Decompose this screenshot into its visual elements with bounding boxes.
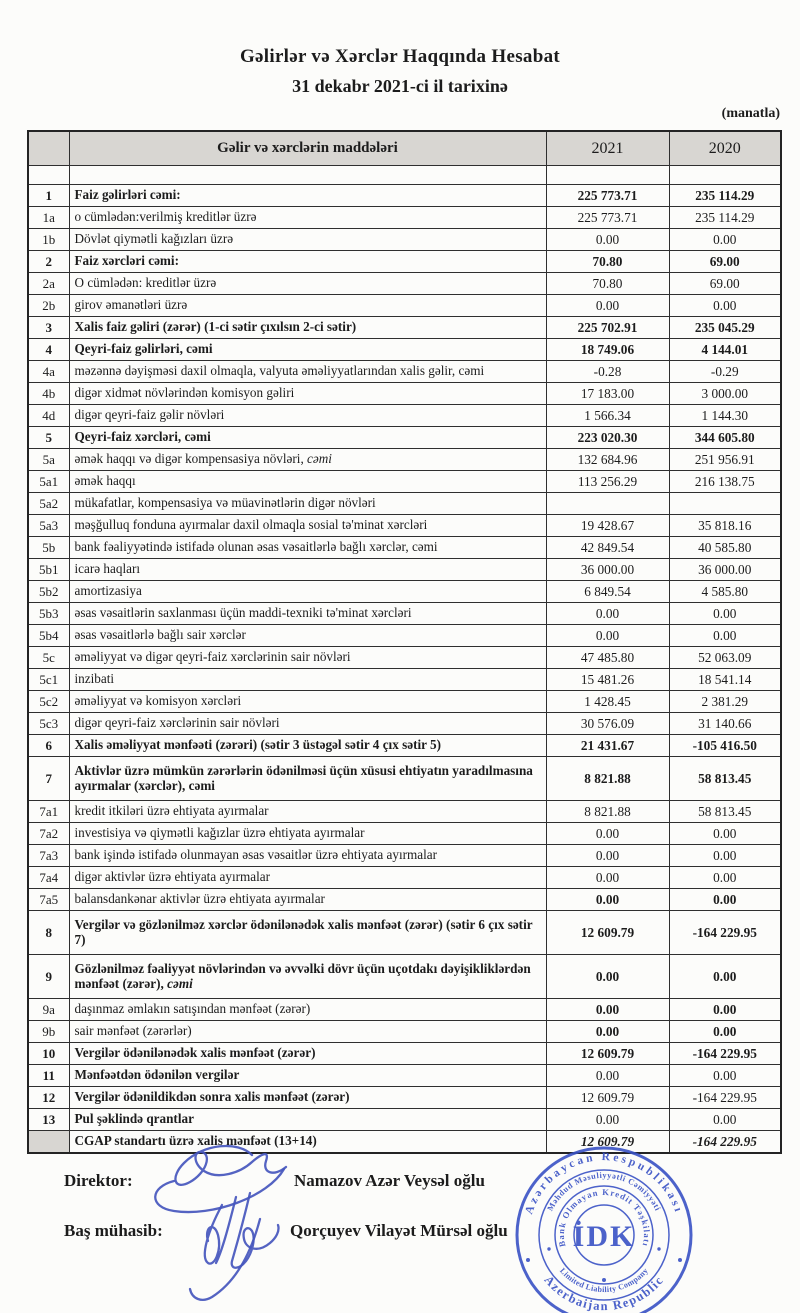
row-label-text: o cümlədən:verilmiş kreditlər üzrə [74,209,257,225]
row-value-2020-cell: 69.00 [669,273,781,295]
row-label-cell [69,669,546,691]
row-value-2020-cell: 0.00 [669,1021,781,1043]
row-value-2020-cell: 0.00 [669,229,781,251]
table-row [28,515,781,537]
row-value-2021-cell: 223 020.30 [546,427,669,449]
row-label-cell [69,603,546,625]
row-label-cell [69,1065,546,1087]
row-value-2021-cell: 0.00 [546,999,669,1021]
accountant-name: Qorçuyev Vilayət Mürsəl oğlu [290,1221,508,1240]
table-row [28,669,781,691]
row-label-cell [69,1087,546,1109]
row-value-2021-cell: 0.00 [546,867,669,889]
table-row [28,1065,781,1087]
accountant-label: Baş mühasib: [64,1221,163,1240]
row-value-2021-cell: 132 684.96 [546,449,669,471]
row-label-cell [69,581,546,603]
row-value-2021-cell: 42 849.54 [546,537,669,559]
row-number-cell: 11 [28,1065,69,1087]
row-value-2021-cell: 6 849.54 [546,581,669,603]
row-label-text: əmək haqqı [74,473,136,489]
row-label-cell [69,537,546,559]
row-value-2021-cell: 1 428.45 [546,691,669,713]
stamp-dot [657,1247,660,1250]
row-value-2021-cell: 18 749.06 [546,339,669,361]
table-row [28,295,781,317]
stamp-dot [678,1258,682,1262]
table-row [28,427,781,449]
row-label-italic-tail: cəmi [167,975,193,991]
row-value-2021-cell: 8 821.88 [546,801,669,823]
row-number-cell: 7a4 [28,867,69,889]
row-number-cell: 5a [28,449,69,471]
row-label-cell [69,625,546,647]
table-row [28,405,781,427]
table-row [28,361,781,383]
row-number-cell [28,1131,69,1154]
row-label-text: Xalis əməliyyat mənfəəti (zərəri) (sətir 3 üstəgəl sətir 4 çıx sətir 5) [74,737,442,753]
income-statement-table [27,130,782,1154]
row-number-cell: 5b [28,537,69,559]
table-row [28,185,781,207]
row-label-text: digər qeyri-faiz xərclərinin sair növləri [74,715,280,731]
row-number-cell: 5b3 [28,603,69,625]
row-label-cell [69,185,546,207]
row-value-2021-cell: 0.00 [546,1109,669,1131]
row-label-text: sair mənfəət (zərərlər) [74,1023,192,1039]
row-value-2020-cell: 0.00 [669,867,781,889]
row-number-cell: 7a5 [28,889,69,911]
row-label-text: əmək haqqı və digər kompensasiya növləri, [74,451,308,467]
row-value-2021-cell: 12 609.79 [546,1131,669,1154]
table-row [28,735,781,757]
row-value-2020-cell: 251 956.91 [669,449,781,471]
row-value-2021-cell: 0.00 [546,845,669,867]
row-value-2021-cell: 113 256.29 [546,471,669,493]
row-number-cell: 5a1 [28,471,69,493]
table-row [28,559,781,581]
row-number-cell: 4b [28,383,69,405]
row-number-cell: 7a1 [28,801,69,823]
row-number-cell: 7a2 [28,823,69,845]
row-value-2021-cell: 0.00 [546,295,669,317]
row-value-2021-cell: 0.00 [546,889,669,911]
stamp-middle-top-text: Məhdud Məsuliyyətli Cəmiyyəti [545,1170,663,1213]
row-value-2021-cell: 1 566.34 [546,405,669,427]
row-label-text: mükafatlar, kompensasiya və müavinətlərin digər növləri [74,495,376,511]
table-row [28,449,781,471]
col-header-2021: 2021 [546,131,669,166]
row-value-2020-cell: 0.00 [669,999,781,1021]
row-label-cell [69,229,546,251]
director-label: Direktor: [64,1171,133,1190]
row-label-text: əsas vəsaitlərin saxlanması üçün maddi-texniki tə'minat xərcləri [74,605,412,621]
row-number-cell: 4 [28,339,69,361]
spacer-cell [546,166,669,185]
row-label-cell [69,317,546,339]
row-value-2020-cell: 31 140.66 [669,713,781,735]
row-value-2021-cell: 70.80 [546,273,669,295]
row-value-2020-cell: 235 114.29 [669,185,781,207]
table-row [28,625,781,647]
row-number-cell: 4a [28,361,69,383]
row-label-cell [69,823,546,845]
table-row [28,889,781,911]
row-label-text: Dövlət qiymətli kağızları üzrə [74,231,234,247]
row-value-2020-cell: 18 541.14 [669,669,781,691]
row-label-cell [69,999,546,1021]
row-value-2020-cell: 58 813.45 [669,801,781,823]
row-label-text: investisiya və qiymətli kağızlar üzrə ehtiyata ayırmalar [74,825,365,841]
row-number-cell: 4d [28,405,69,427]
row-value-2020-cell: 69.00 [669,251,781,273]
table-row [28,845,781,867]
row-value-2021-cell: 0.00 [546,625,669,647]
table-row [28,999,781,1021]
row-value-2021-cell: 36 000.00 [546,559,669,581]
currency-note: (manatla) [721,106,780,121]
row-label-cell [69,801,546,823]
row-number-cell: 5a2 [28,493,69,515]
row-value-2021-cell: 8 821.88 [546,757,669,801]
row-value-2020-cell: -164 229.95 [669,1043,781,1065]
row-value-2020-cell: 36 000.00 [669,559,781,581]
row-number-cell: 5c3 [28,713,69,735]
row-value-2020-cell: 58 813.45 [669,757,781,801]
row-number-cell: 7 [28,757,69,801]
row-label-text: Qeyri-faiz gəlirləri, cəmi [74,341,213,357]
row-label-cell [69,955,546,999]
row-number-cell: 5c1 [28,669,69,691]
stamp-center-text: İDK [572,1220,636,1253]
row-value-2020-cell: 2 381.29 [669,691,781,713]
row-label-text: Vergilər ödənildikdən sonra xalis mənfəət (zərər) [74,1089,350,1105]
row-label-cell [69,845,546,867]
row-number-cell: 2b [28,295,69,317]
row-label-text: CGAP standartı üzrə xalis mənfəət (13+14) [74,1133,317,1149]
row-number-cell: 9a [28,999,69,1021]
row-label-cell [69,251,546,273]
row-value-2020-cell: -0.29 [669,361,781,383]
row-label-cell [69,691,546,713]
row-value-2021-cell: 21 431.67 [546,735,669,757]
col-header-items: Gəlir və xərclərin maddələri [69,131,546,166]
stamp-dot [526,1258,530,1262]
row-label-cell [69,757,546,801]
row-number-cell: 10 [28,1043,69,1065]
stamp-outer-top-text: Azərbaycan Respublikası [523,1151,685,1216]
row-number-cell: 8 [28,911,69,955]
row-value-2020-cell: 0.00 [669,889,781,911]
table-row [28,537,781,559]
table-row [28,911,781,955]
row-value-2020-cell: 0.00 [669,845,781,867]
row-value-2020-cell: 0.00 [669,1109,781,1131]
row-label-text: Gözlənilməz fəaliyyət növlərindən və əvvəlki dövr üçün uçotdakı dəyişikliklərdən mənfəət (zərər), [74,961,531,991]
accountant-signature [190,1193,279,1300]
row-label-text: bank işində istifadə olunmayan əsas vəsaitlər üzrə ehtiyata ayırmalar [74,847,438,863]
row-number-cell: 1a [28,207,69,229]
table-row [28,251,781,273]
table-row [28,1021,781,1043]
row-value-2020-cell: 1 144.30 [669,405,781,427]
row-label-cell [69,383,546,405]
row-label-text: Vergilər və gözlənilməz xərclər ödənilənədək xalis mənfəət (zərər) (sətir 6 çıx sətir 7) [74,917,533,947]
row-value-2020-cell: 235 114.29 [669,207,781,229]
row-number-cell: 1b [28,229,69,251]
stamp-outer-bottom-text: Azerbaijan Republic [541,1272,667,1313]
row-label-text: Faiz xərcləri cəmi: [74,253,179,269]
row-value-2020-cell: 4 144.01 [669,339,781,361]
row-label-cell [69,295,546,317]
row-label-text: əsas vəsaitlərlə bağlı sair xərclər [74,627,246,643]
stamp-middle-bottom-text: Limited Liability Company [558,1266,650,1295]
row-label-cell [69,1021,546,1043]
row-value-2020-cell: 0.00 [669,603,781,625]
report-date: 31 dekabr 2021-ci il tarixinə [292,76,508,96]
table-header-row [28,131,781,166]
stamp-inner-ring-text: Bank Olmayan Kredit Təşkilatı [555,1186,653,1249]
table-row [28,647,781,669]
row-label-text: Xalis faiz gəliri (zərər) (1-ci sətir çıxılsın 2-ci sətir) [74,319,357,335]
row-label-text: əməliyyat və digər qeyri-faiz xərclərinin sair növləri [74,649,351,665]
row-label-cell [69,911,546,955]
row-label-text: bank fəaliyyətində istifadə olunan əsas vəsaitlərlə bağlı xərclər, cəmi [74,539,438,555]
table-row [28,603,781,625]
row-label-text: məşğulluq fonduna ayırmalar daxil olmaqla sosial tə'minat xərcləri [74,517,428,533]
table-row [28,713,781,735]
table-row [28,317,781,339]
row-value-2021-cell: 12 609.79 [546,1043,669,1065]
table-row [28,471,781,493]
table-row [28,383,781,405]
row-label-text: amortizasiya [74,583,142,599]
row-number-cell: 9 [28,955,69,999]
row-value-2020-cell: 0.00 [669,295,781,317]
row-value-2020-cell: -164 229.95 [669,1087,781,1109]
row-value-2020-cell: 0.00 [669,955,781,999]
table-row [28,273,781,295]
table-body [28,185,781,1154]
row-label-cell [69,449,546,471]
row-value-2021-cell: 225 773.71 [546,185,669,207]
row-value-2021-cell: -0.28 [546,361,669,383]
row-value-2020-cell: 344 605.80 [669,427,781,449]
row-number-cell: 12 [28,1087,69,1109]
stamp-dot [547,1247,550,1250]
row-value-2021-cell: 30 576.09 [546,713,669,735]
row-value-2021-cell: 225 702.91 [546,317,669,339]
row-number-cell: 9b [28,1021,69,1043]
row-label-cell [69,427,546,449]
row-value-2021-cell: 0.00 [546,229,669,251]
row-value-2020-cell: 35 818.16 [669,515,781,537]
row-value-2021-cell: 47 485.80 [546,647,669,669]
row-label-text: girov əmanətləri üzrə [74,297,188,313]
row-value-2020-cell: 0.00 [669,1065,781,1087]
row-label-cell [69,471,546,493]
row-value-2021-cell [546,493,669,515]
spacer-cell [28,166,69,185]
table-row [28,1087,781,1109]
row-label-cell [69,1109,546,1131]
row-label-text: digər xidmət növlərindən komisyon gəliri [74,385,295,401]
row-value-2020-cell [669,493,781,515]
table-row [28,867,781,889]
row-label-text: Vergilər ödənilənədək xalis mənfəət (zərər) [74,1045,316,1061]
row-label-cell [69,1043,546,1065]
row-number-cell: 2 [28,251,69,273]
row-label-text: Mənfəətdən ödənilən vergilər [74,1067,240,1083]
row-label-cell [69,647,546,669]
row-value-2021-cell: 17 183.00 [546,383,669,405]
row-label-text: balansdankənar aktivlər üzrə ehtiyata ayırmalar [74,891,325,907]
spacer-cell [69,166,546,185]
table-row [28,229,781,251]
row-label-cell [69,207,546,229]
row-value-2020-cell: 216 138.75 [669,471,781,493]
spacer-row [28,166,781,185]
row-number-cell: 1 [28,185,69,207]
row-label-text: əməliyyat və komisyon xərcləri [74,693,242,709]
row-value-2020-cell: 235 045.29 [669,317,781,339]
row-label-text: digər qeyri-faiz gəlir növləri [74,407,225,423]
row-number-cell: 5b1 [28,559,69,581]
row-label-cell [69,515,546,537]
row-label-text: kredit itkiləri üzrə ehtiyata ayırmalar [74,803,269,819]
row-number-cell: 2a [28,273,69,295]
row-label-cell [69,713,546,735]
row-number-cell: 3 [28,317,69,339]
signatures-overlay [100,1135,360,1305]
row-label-cell [69,273,546,295]
row-value-2021-cell: 12 609.79 [546,1087,669,1109]
table-row [28,581,781,603]
row-value-2020-cell: -105 416.50 [669,735,781,757]
row-value-2020-cell: -164 229.95 [669,911,781,955]
row-value-2021-cell: 0.00 [546,603,669,625]
row-label-text: məzənnə dəyişməsi daxil olmaqla, valyuta əməliyyatlarından xalis gəlir, cəmi [74,363,485,379]
row-number-cell: 7a3 [28,845,69,867]
row-value-2021-cell: 0.00 [546,955,669,999]
row-label-cell [69,339,546,361]
row-value-2020-cell: 3 000.00 [669,383,781,405]
row-value-2021-cell: 0.00 [546,823,669,845]
table-row [28,339,781,361]
row-value-2021-cell: 0.00 [546,1065,669,1087]
table-row [28,801,781,823]
row-label-cell [69,735,546,757]
row-label-cell [69,867,546,889]
row-label-text: inzibati [74,671,115,687]
row-value-2020-cell: 40 585.80 [669,537,781,559]
col-header-number [28,131,69,166]
row-value-2020-cell: 0.00 [669,625,781,647]
row-label-text: digər aktivlər üzrə ehtiyata ayırmalar [74,869,271,885]
spacer-cell [669,166,781,185]
row-number-cell: 5 [28,427,69,449]
company-stamp [497,1128,711,1313]
row-number-cell: 13 [28,1109,69,1131]
table-row [28,955,781,999]
row-label-text: Aktivlər üzrə mümkün zərərlərin ödənilməsi üçün xüsusi ehtiyatın yaradılmasına ayırmalar (xərclər), cəmi [74,763,533,793]
table-row [28,823,781,845]
report-title: Gəlirlər və Xərclər Haqqında Hesabat [239,46,561,67]
table-row [28,1043,781,1065]
row-label-text: Qeyri-faiz xərcləri, cəmi [74,429,211,445]
row-value-2021-cell: 12 609.79 [546,911,669,955]
row-label-cell [69,361,546,383]
table-row [28,207,781,229]
row-value-2020-cell: 0.00 [669,823,781,845]
row-label-cell [69,559,546,581]
row-number-cell: 5b2 [28,581,69,603]
stamp-dot [602,1278,606,1282]
row-number-cell: 5a3 [28,515,69,537]
table-row [28,757,781,801]
row-value-2021-cell: 15 481.26 [546,669,669,691]
row-label-text: Faiz gəlirləri cəmi: [74,187,181,203]
table-row [28,493,781,515]
row-value-2020-cell: 4 585.80 [669,581,781,603]
row-label-cell [69,405,546,427]
row-value-2021-cell: 0.00 [546,1021,669,1043]
col-header-2020: 2020 [669,131,781,166]
row-number-cell: 5c [28,647,69,669]
row-label-italic-tail: cəmi [307,451,332,467]
row-label-text: daşınmaz əmlakın satışından mənfəət (zərər) [74,1001,311,1017]
row-label-cell [69,493,546,515]
row-label-cell [69,889,546,911]
table-row [28,691,781,713]
row-value-2020-cell: -164 229.95 [669,1131,781,1154]
row-number-cell: 5b4 [28,625,69,647]
row-number-cell: 6 [28,735,69,757]
row-value-2021-cell: 19 428.67 [546,515,669,537]
row-label-text: O cümlədən: kreditlər üzrə [74,275,217,291]
row-label-text: Pul şəklində qrantlar [74,1111,194,1127]
director-name: Namazov Azər Veysəl oğlu [294,1171,485,1190]
row-value-2021-cell: 225 773.71 [546,207,669,229]
row-value-2021-cell: 70.80 [546,251,669,273]
row-number-cell: 5c2 [28,691,69,713]
row-label-text: icarə haqları [74,561,141,577]
director-signature [155,1146,286,1212]
row-value-2020-cell: 52 063.09 [669,647,781,669]
